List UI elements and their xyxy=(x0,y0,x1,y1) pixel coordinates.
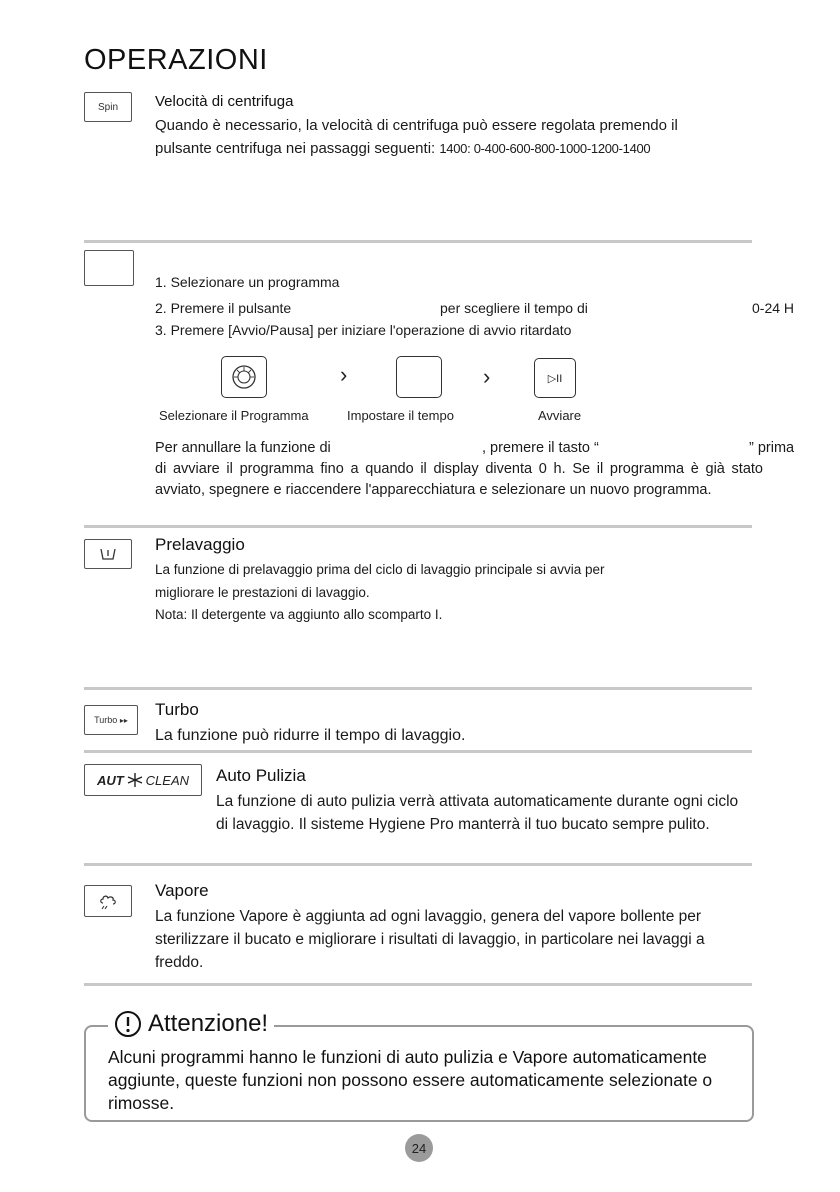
delay-icon xyxy=(84,250,134,286)
chevron-right-icon: › xyxy=(483,364,491,389)
program-dial-button xyxy=(221,356,267,398)
auto-clean-heading: Auto Pulizia xyxy=(216,766,306,785)
steam-text: La funzione Vapore è aggiunta ad ogni lavaggio, genera del vapore bollente per sterilizzare il bucato e migliorare i risultati di lavaggio, in particolare nei lavaggi a freddo. xyxy=(155,908,705,971)
exclamation-circle-icon xyxy=(114,1010,142,1038)
prewash-icon xyxy=(84,539,132,569)
spin-icon-label: Spin xyxy=(97,101,118,113)
cancel-text-b: , premere il tasto “ xyxy=(482,440,599,456)
steam-icon xyxy=(84,885,132,917)
spin-line1: Quando è necessario, la velocità di centrifuga può essere regolata premendo il xyxy=(155,117,678,134)
flow-caption-time: Impostare il tempo xyxy=(347,408,454,423)
divider xyxy=(84,750,752,753)
auto-clean-icon-a: AUT xyxy=(96,772,124,788)
steam-cloud-icon xyxy=(97,891,119,911)
spin-speeds: 1400: 0-400-600-800-1000-1200-1400 xyxy=(439,141,651,156)
auto-clean-text: La funzione di auto pulizia verrà attivata automaticamente durante ogni ciclo di lavaggio. Il sisteme Hygiene Pro manterrà il tuo bucato sempre pulito. xyxy=(216,793,739,833)
warning-title xyxy=(108,1010,274,1038)
page-title: OPERAZIONI xyxy=(84,44,268,76)
prewash-line1: La funzione di prelavaggio prima del ciclo di lavaggio principale si avvia per xyxy=(155,562,605,577)
delay-step3: 3. Premere [Avvio/Pausa] per iniziare l'operazione di avvio ritardato xyxy=(155,322,572,338)
spin-icon xyxy=(84,92,132,122)
flow-caption-start: Avviare xyxy=(538,408,582,423)
flow-caption-program: Selezionare il Programma xyxy=(159,408,309,423)
cancel-text-a: Per annullare la funzione di xyxy=(155,440,331,456)
turbo-icon-label: Turbo xyxy=(94,715,118,725)
spin-line2-text: pulsante centrifuga nei passaggi seguenti: xyxy=(155,140,440,157)
turbo-icon xyxy=(84,705,138,735)
delay-step2-range: 0-24 H xyxy=(752,300,795,316)
chevron-right-icon: › xyxy=(340,362,348,387)
divider xyxy=(84,240,752,243)
warning-title-text: Attenzione! xyxy=(148,1010,269,1037)
page-number: 24 xyxy=(405,1134,433,1162)
prewash-line2: migliorare le prestazioni di lavaggio. xyxy=(155,585,370,600)
prewash-heading: Prelavaggio xyxy=(155,535,245,554)
sparkle-icon xyxy=(126,772,144,788)
divider xyxy=(84,687,752,690)
time-set-button xyxy=(396,356,442,398)
program-dial-icon xyxy=(231,364,257,390)
auto-clean-icon xyxy=(84,764,202,796)
spin-line2 xyxy=(155,137,755,160)
steam-heading: Vapore xyxy=(155,881,209,900)
prewash-tub-icon xyxy=(98,547,118,561)
fast-forward-icon: ▸▸ xyxy=(119,715,128,725)
divider xyxy=(84,525,752,528)
divider xyxy=(84,863,752,866)
spin-heading: Velocità di centrifuga xyxy=(155,93,294,110)
delay-step1: 1. Selezionare un programma xyxy=(155,274,340,290)
prewash-line3: Nota: Il detergente va aggiunto allo scomparto I. xyxy=(155,607,443,622)
warning-text: Alcuni programmi hanno le funzioni di auto pulizia e Vapore automaticamente aggiunte, queste funzioni non possono essere automaticamente selezionate o rimosse. xyxy=(108,1047,713,1113)
turbo-heading: Turbo xyxy=(155,700,199,719)
turbo-text: La funzione può ridurre il tempo di lavaggio. xyxy=(155,727,466,744)
delay-step2-b: per scegliere il tempo di xyxy=(440,300,588,316)
delay-step2-a: 2. Premere il pulsante xyxy=(155,300,292,316)
divider xyxy=(84,983,752,986)
play-pause-icon: ▷II xyxy=(547,372,563,385)
cancel-text-c: ” prima xyxy=(749,440,795,456)
cancel-text-rest: di avviare il programma fino a quando il display diventa 0 h. Se il programma è già stato avviato, spegnere e riaccendere l'apparecchiatura e selezionare un nuovo programma. xyxy=(155,461,763,498)
auto-clean-icon-b: CLEAN xyxy=(145,772,190,788)
start-pause-button xyxy=(534,358,576,398)
